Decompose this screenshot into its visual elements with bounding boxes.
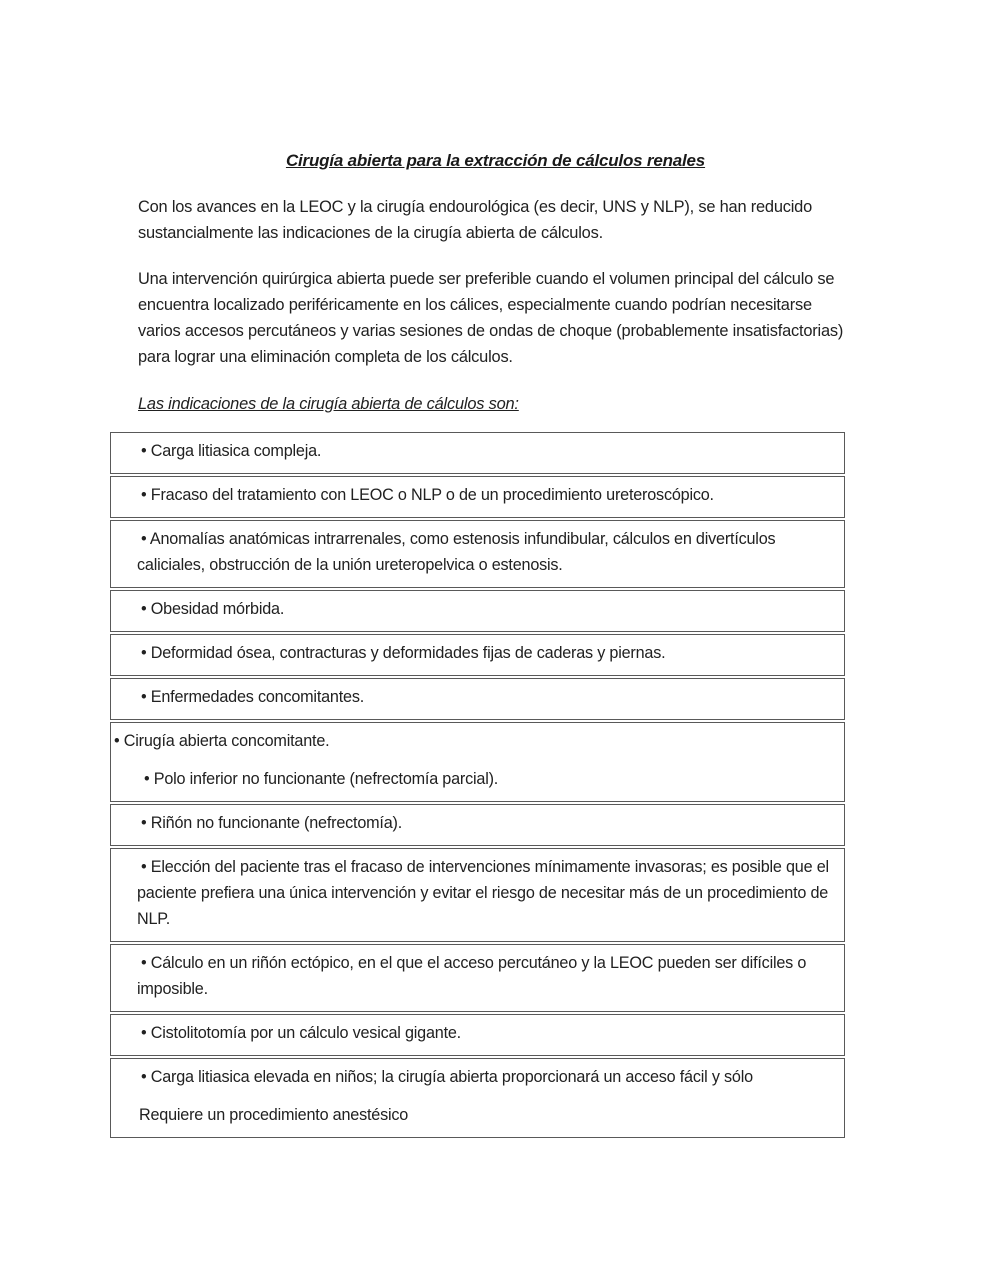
table-line: • Cálculo en un riñón ectópico, en el que el acceso percutáneo y la LEOC pueden ser difíciles o imposible. [137, 954, 807, 998]
table-line: Requiere un procedimiento anestésico [139, 1106, 409, 1124]
table-line: • Anomalías anatómicas intrarrenales, como estenosis infundibular, cálculos en divertículos caliciales, obstrucción de la unión ureteropelvica o estenosis. [137, 530, 776, 574]
page-title: Cirugía abierta para la extracción de cálculos renales [285, 151, 706, 170]
table-row [110, 944, 845, 1012]
table-row [110, 1058, 845, 1138]
table-line: • Deformidad ósea, contracturas y deformidades fijas de caderas y piernas. [141, 644, 666, 662]
table-line: • Cistolitotomía por un cálculo vesical gigante. [141, 1024, 461, 1042]
indications-table [110, 432, 845, 1138]
table-row [110, 804, 845, 846]
body-paragraph: Una intervención quirúrgica abierta puede ser preferible cuando el volumen principal del cálculo se encuentra localizado periféricamente en los cálices, especialmente cuando podrían necesitarse varios accesos percutáneos y varias sesiones de ondas de choque (probablemente insatisfactorias) para lograr una eliminación completa de los cálculos. [138, 270, 844, 366]
table-line: • Polo inferior no funcionante (nefrectomía parcial). [144, 770, 499, 788]
table-line: • Cirugía abierta concomitante. [114, 732, 330, 750]
table-row [110, 590, 845, 632]
table-row [110, 520, 845, 588]
table-line: • Obesidad mórbida. [141, 600, 285, 618]
table-row [110, 634, 845, 676]
table-line: • Carga litiasica compleja. [141, 442, 322, 460]
table-row [110, 476, 845, 518]
list-heading: Las indicaciones de la cirugía abierta de cálculos son: [138, 395, 519, 413]
intro-paragraph: Con los avances en la LEOC y la cirugía endourológica (es decir, UNS y NLP), se han reducido sustancialmente las indicaciones de la cirugía abierta de cálculos. [138, 198, 813, 242]
table-row [110, 848, 845, 942]
table-line: • Riñón no funcionante (nefrectomía). [141, 814, 403, 832]
table-line: • Enfermedades concomitantes. [141, 688, 365, 706]
table-row [110, 678, 845, 720]
table-line: • Fracaso del tratamiento con LEOC o NLP o de un procedimiento ureteroscópico. [141, 486, 714, 504]
table-row [110, 722, 845, 802]
table-row [110, 432, 845, 474]
table-line: • Elección del paciente tras el fracaso de intervenciones mínimamente invasoras; es posible que el paciente prefiera una única intervención y evitar el riesgo de necesitar más de un procedimiento de NLP. [137, 858, 829, 928]
table-row [110, 1014, 845, 1056]
table-line: • Carga litiasica elevada en niños; la cirugía abierta proporcionará un acceso fácil y sólo [141, 1068, 753, 1086]
